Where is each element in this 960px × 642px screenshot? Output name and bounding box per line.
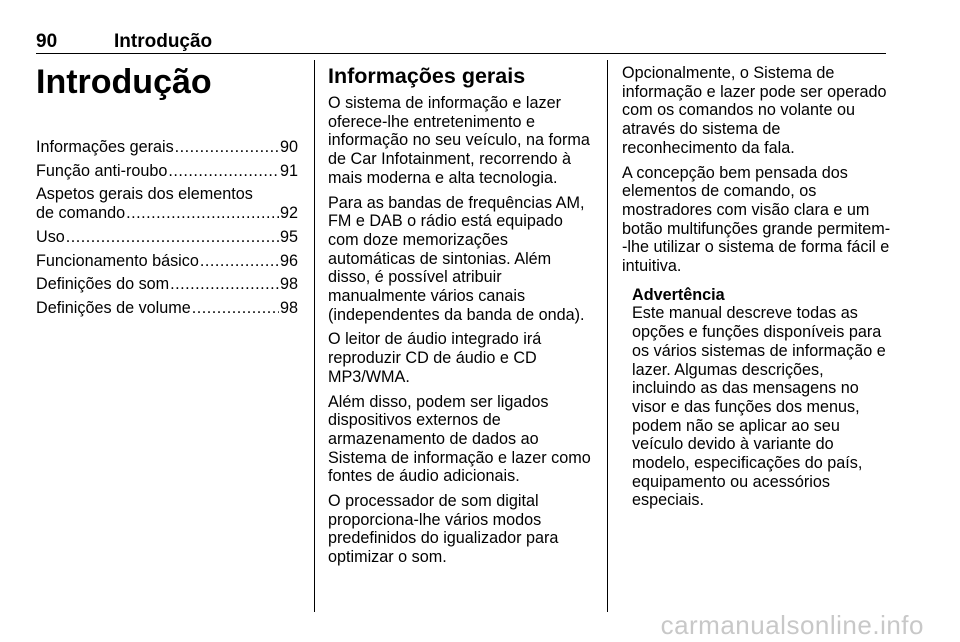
- toc-entry[interactable]: [36, 299, 298, 318]
- chapter-title: Introdução: [36, 63, 212, 101]
- note-box: [632, 286, 892, 510]
- toc-page-number: 95: [279, 227, 298, 246]
- toc-page-number: 92: [279, 204, 298, 223]
- toc-entry[interactable]: [36, 228, 298, 247]
- column-divider-2: [607, 60, 608, 612]
- column-divider-1: [314, 60, 315, 612]
- toc-page-number: 98: [279, 275, 298, 294]
- toc-entry[interactable]: [36, 138, 298, 157]
- toc-page-number: 91: [279, 161, 298, 180]
- paragraph: O leitor de áudio integrado irá reproduzir CD de áudio e CD MP3/WMA.: [328, 330, 542, 386]
- section-title: Informações gerais: [328, 64, 526, 88]
- toc-entry[interactable]: [36, 185, 298, 222]
- paragraph: Para as bandas de frequências AM, FM e DAB o rádio está equipado com doze memorizações automáticas de sintonias. Além disso, é possível atribuir manualmente vários canais (independentes da banda de onda).: [328, 193, 585, 324]
- running-title: Introdução: [114, 31, 213, 52]
- toc-leader-dots: [192, 299, 279, 318]
- toc-entry-label: Função anti-roubo: [36, 161, 168, 180]
- toc-entry-label-line: Aspetos gerais dos elementos: [36, 185, 253, 204]
- watermark: carmanualsonline.info: [660, 610, 924, 640]
- toc-leader-dots: [168, 162, 279, 181]
- toc-page-number: 98: [279, 298, 298, 317]
- toc-leader-dots: [175, 138, 279, 157]
- toc-leader-dots: [126, 204, 279, 223]
- toc-leader-dots: [200, 252, 279, 271]
- toc-entry[interactable]: [36, 275, 298, 294]
- toc-entry-label: Informações gerais: [36, 138, 174, 156]
- toc-leader-dots: [170, 275, 279, 294]
- toc-entry[interactable]: [36, 162, 298, 181]
- toc-page-number: 96: [279, 251, 298, 270]
- toc-entry[interactable]: [36, 252, 298, 271]
- paragraph: Além disso, podem ser ligados dispositivos externos de armazenamento de dados ao Sistema de informação e lazer como fontes de áudio adicionais.: [328, 392, 591, 486]
- toc-page-number: 90: [279, 138, 298, 156]
- paragraph: O sistema de informação e lazer oferece-lhe entretenimento e informação no seu veículo, na forma de Car Infotainment, recorrendo à mais moderna e alta tecnologia.: [328, 94, 590, 187]
- toc-list: [36, 138, 298, 318]
- paragraph: O processador de som digital proporciona-lhe vários modos predefinidos do igualizador para optimizar o som.: [328, 492, 559, 567]
- page-number: 90: [36, 31, 58, 52]
- note-text: Este manual descreve todas as opções e funções disponíveis para os vários sistemas de informação e lazer. Algumas descrições, incluindo as das mensagens no visor e das funções dos menus, podem não se aplicar ao seu veículo devido à variante do modelo, especificações do país, equipamento ou acessórios especiais.: [632, 304, 886, 510]
- toc-entry-label: Uso: [36, 227, 65, 246]
- section-column-left: [328, 64, 596, 573]
- toc-entry-label: Definições do som: [36, 275, 170, 294]
- toc-entry-label: Funcionamento básico: [36, 251, 199, 270]
- paragraph: Opcionalmente, o Sistema de informação e lazer pode ser operado com os comandos no volante ou através do sistema de reconhecimento da fala.: [622, 64, 887, 157]
- toc-column: [36, 62, 298, 323]
- header-rule: [36, 53, 886, 54]
- page-header: [36, 31, 212, 53]
- toc-leader-dots: [66, 228, 279, 247]
- paragraph: A concepção bem pensada dos elementos de comando, os mostradores com visão clara e um botão multifunções grande permitem--lhe utilizar o sistema de forma fácil e intuitiva.: [622, 163, 891, 276]
- toc-entry-label: de comando: [36, 204, 126, 223]
- section-column-right: [622, 64, 892, 510]
- note-title: Advertência: [632, 285, 725, 304]
- toc-entry-label: Definições de volume: [36, 298, 191, 317]
